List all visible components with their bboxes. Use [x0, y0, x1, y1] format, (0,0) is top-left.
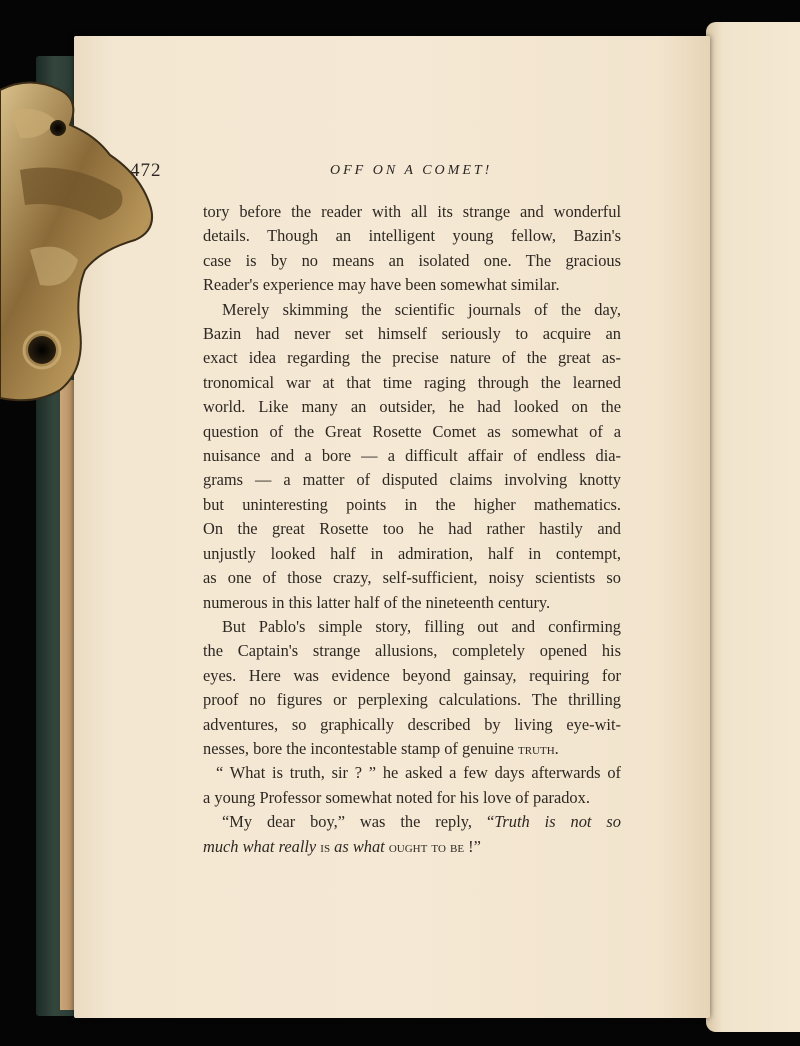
- text-line: details. Though an intelligent young fellow, Bazin's: [203, 226, 621, 246]
- page-block-edge: [60, 380, 74, 1010]
- text-line: world. Like many an outsider, he had looked on the: [203, 397, 621, 417]
- truth-line-text: nesses, bore the incontestable stamp of genuine: [203, 738, 518, 758]
- reply-italic-3: as what: [330, 836, 389, 856]
- reply-line-2: [203, 835, 621, 859]
- text-line: On the great Rosette too he had rather hastily and: [203, 519, 621, 539]
- text-line: numerous in this latter half of the nineteenth century.: [203, 592, 551, 612]
- reply-smallcaps-2: ought to be: [388, 836, 465, 856]
- reply-line-1: [203, 810, 621, 834]
- truth-smallcaps: truth.: [517, 738, 559, 758]
- text-line: eyes. Here was evidence beyond gainsay, requiring for: [203, 665, 621, 685]
- text-line: proof no figures or perplexing calculations. The thrilling: [203, 690, 621, 710]
- text-line: but uninteresting points in the higher mathematics.: [203, 494, 621, 514]
- reply-italic-2: much what really: [203, 836, 321, 856]
- next-page-edge: [706, 22, 800, 1032]
- text-line: tronomical war at that time raging through the learned: [203, 372, 621, 392]
- text-line: grams — a matter of disputed claims involving knotty: [203, 470, 621, 490]
- text-line: tory before the reader with all its strange and wonderful: [203, 202, 621, 221]
- text-line-truth: [203, 737, 621, 761]
- reply-smallcaps-1: is: [320, 836, 331, 856]
- text-lines: [203, 200, 621, 737]
- text-line: But Pablo's simple story, filling out and confirming: [222, 616, 621, 636]
- text-line: unjustly looked half in admiration, half in contempt,: [203, 543, 621, 563]
- body-text: [203, 200, 621, 859]
- question-line-1: “ What is truth, sir ? ” he asked a few days afterwards of: [216, 763, 621, 783]
- text-line: case is by no means an isolated one. The gracious: [203, 250, 621, 270]
- text-line: as one of those crazy, self-sufficient, noisy scientists so: [203, 568, 621, 588]
- text-line: exact idea regarding the precise nature of the great as-: [203, 348, 621, 368]
- reply-start: “My dear boy,” was the reply, “: [222, 812, 495, 832]
- reply-end: !”: [464, 836, 481, 856]
- text-line: the Captain's strange allusions, completely opened his: [203, 641, 621, 661]
- question-line-2: a young Professor somewhat noted for his love of paradox.: [203, 787, 590, 807]
- running-head: OFF ON A COMET!: [330, 163, 493, 178]
- text-line: Merely skimming the scientific journals of the day,: [222, 299, 621, 319]
- text-line: question of the Great Rosette Comet as somewhat of a: [203, 421, 621, 441]
- text-line: adventures, so graphically described by living eye-wit-: [203, 714, 621, 734]
- page-header: [130, 160, 620, 184]
- text-line: Reader's experience may have been somewhat similar.: [203, 275, 560, 295]
- text-line: Bazin had never set himself seriously to acquire an: [203, 324, 621, 344]
- text-line: nuisance and a bore — a difficult affair of endless dia-: [203, 446, 621, 466]
- brass-clasp-icon: [0, 80, 160, 410]
- page-number: 472: [130, 160, 162, 181]
- reply-italic-1: Truth is not so: [494, 812, 621, 832]
